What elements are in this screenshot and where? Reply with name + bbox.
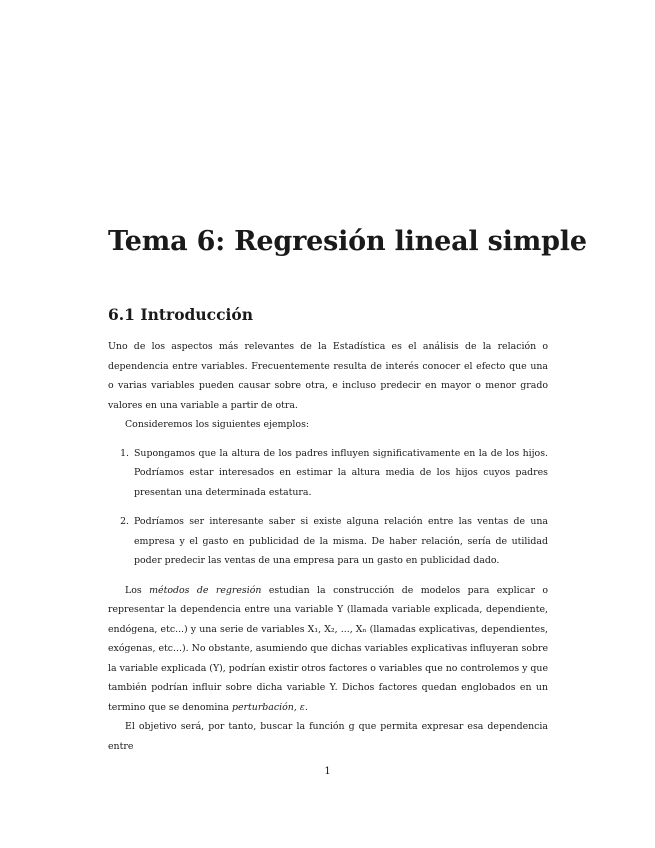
chapter-title: Tema 6: Regresión lineal simple	[108, 226, 587, 257]
list-item: 2. Podríamos ser interesante saber si existe alguna relación entre las ventas de una empresa y el gasto en publicidad de la misma. De haber relación, sería de utilidad poder predecir las ventas de una empresa para un gasto en publicidad dado.	[132, 512, 548, 571]
objective-paragraph: El objetivo será, por tanto, buscar la función g que permita expresar esa dependencia entre	[108, 721, 548, 752]
methods-term: métodos de regresión	[149, 584, 262, 596]
methods-text-after: estudian la construcción de modelos para explicar o representar la dependencia entre una variable Y (llamada variable explicada, dependiente, endógena, etc...) y una serie de variables X₁, X₂, ..., Xₙ (llamadas explicativas, dependientes, exógenas, etc...). No obstante, asumiendo que dichas variables explicativas influyeran sobre la variable explicada (Y), podrían existir otros factores o variables que no controlemos y que también podrían influir sobre dicha variable Y. Dichos factores quedan englobados en un termino que se denomina	[108, 584, 548, 713]
methods-paragraph	[108, 581, 548, 718]
section-title: 6.1 Introducción	[108, 305, 254, 324]
intro-paragraph: Uno de los aspectos más relevantes de la Estadística es el análisis de la relación o dependencia entre variables. Frecuentemente resulta de interés conocer el efecto que una o varias variables pueden causar sobre otra, e incluso predecir en mayor o menor grado valores en una variable a partir de otra.	[108, 341, 548, 411]
methods-text-end: .	[304, 701, 308, 713]
examples-lead-paragraph: Consideremos los siguientes ejemplos:	[125, 419, 310, 430]
section-body	[108, 337, 548, 756]
perturbation-term: perturbación, ε	[231, 701, 305, 713]
page-number: 1	[324, 766, 331, 777]
examples-list	[108, 444, 548, 571]
methods-text-before: Los	[125, 584, 150, 596]
list-item: 1. Supongamos que la altura de los padres influyen significativamente en la de los hijos. Podríamos estar interesados en estimar la altura media de los hijos cuyos padres presentan una determinada estatura.	[132, 444, 548, 503]
